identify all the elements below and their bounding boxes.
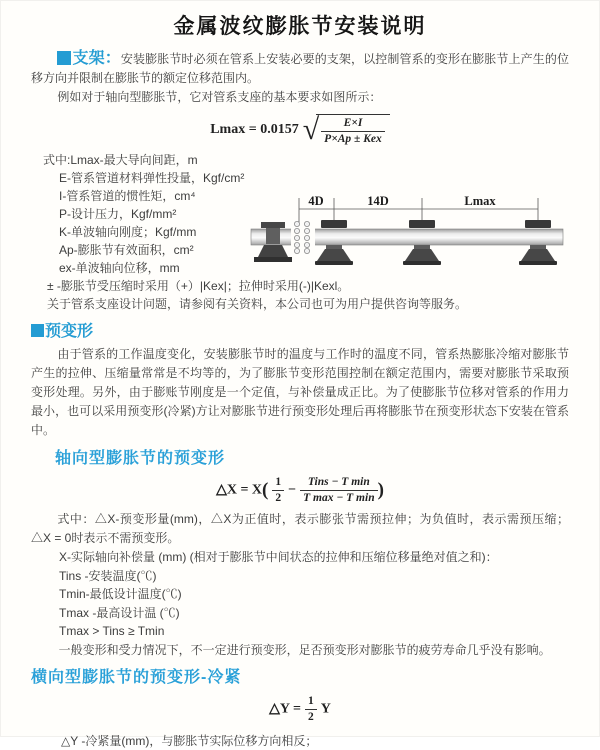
preform-section-label: 预变形 [45, 323, 94, 340]
definition-line: P-设计压力，Kgf/mm² [59, 207, 177, 221]
lateral-subsection-heading: 横向型膨胀节的预变形-冷紧 [31, 669, 242, 686]
definition-line: K-单波轴向刚度；Kgf/mm [59, 225, 197, 239]
preform-paragraph: 由于管系的工作温度变化，安装膨胀节时的温度与工作时的温度不同，管系热膨胀冷缩对膨胀节产生的拉伸、压缩量常常是不均等的，为了膨胀节变形范围控制在额定范围内，需要对膨胀节采取预变形处理。另外，由于膨账节刚度是一个定值，与补偿量成正比。为了使膨胀节位移对管系的作用力最小，也可以采用预变形(冷紧)方让对膨胀节进行预变形处理后再将膨胀节在预变形状态下安装在管系中。 [31, 347, 569, 437]
lateral-note-line: △Y -冷紧量(mm)，与膨胀节实际位移方向相反； [61, 734, 318, 748]
definition-line: ± -膨胀节受压缩时采用（+）|Kex|；拉伸时采用(-)|Kexl。 [47, 279, 350, 293]
axial-line: Tmax -最高设计温 (℃) [59, 605, 180, 620]
dimension-labels [308, 194, 496, 208]
axial-lines [31, 548, 569, 659]
half-fraction [305, 695, 317, 724]
page-title: 金属波纹膨胀节安装说明 [173, 15, 427, 38]
fraction-numerator: Tins − T min [300, 476, 378, 491]
definition-line: Ap-膨胀节有效面积，cm² [59, 243, 194, 257]
axial-line: Tins -安装温度(℃) [59, 568, 157, 583]
radicand [316, 114, 390, 146]
fraction-denominator: 2 [307, 711, 314, 723]
preform-section-heading [31, 322, 569, 342]
bellows-icon [291, 221, 315, 253]
axial-line: 一般变形和受力情况下，不一定进行预变形，足否预变形对膨胀节的疲劳寿命几乎没有影响。 [58, 642, 551, 657]
axial-line: X-实际轴向补偿量 (mm) (相对于膨胀节中间状态的拉伸和压缩位移量绝对值之和)： [59, 550, 498, 564]
dimension-label-4d: 4D [308, 194, 324, 208]
axial-subsection-heading: 轴向型膨胀节的预变形 [55, 450, 226, 467]
support-example-line: 例如对于轴向型膨胀节，它对管系支座的基本要求如图所示： [57, 90, 382, 104]
fraction-denominator: T max − T min [303, 492, 375, 504]
blue-square-icon [31, 324, 44, 337]
pipe-support-diagram [249, 189, 597, 273]
support-intro-paragraph [31, 49, 569, 88]
axial-line: Tmax > Tins ≥ Tmin [59, 624, 165, 638]
fraction-numerator: 1 [305, 695, 317, 710]
fraction-numerator: 1 [272, 476, 284, 491]
lateral-formula-rhs: Y [320, 701, 331, 717]
axial-explain-paragraph: 式中：△X-预变形量(mm)，△X为正值时，表示膨张节需预拉伸；为负值时，表示需预压缩；△X = 0时表示不需预变形。 [31, 512, 569, 545]
blue-square-icon [57, 51, 71, 65]
half-fraction [272, 476, 284, 505]
axial-formula [31, 476, 569, 505]
content-area [1, 49, 599, 750]
sqrt-radical [303, 114, 390, 146]
radicand-denominator: P×Ap ± Kex [324, 133, 382, 145]
minus-sign: − [288, 482, 297, 498]
lmax-formula [31, 114, 569, 146]
axial-formula-lhs: △X = X [216, 482, 263, 498]
support-section-heading [57, 50, 120, 67]
definition-line: 式中:Lmax-最大导向间距，m [43, 153, 198, 167]
support-section-label: 支架： [72, 50, 121, 67]
definition-line: 关于管系支座设计问题，请参阅有关资料，本公司也可为用户提供咨询等服务。 [47, 297, 468, 311]
support-intro-text: 安装膨胀节时必须在管系上安装必要的支架，以控制管系的变形在膨胀节上产生的位移方向并限制在膨胀节的额定位移范围内。 [31, 52, 569, 85]
left-paren: ( [262, 479, 269, 501]
radicand-fraction [321, 117, 385, 146]
definition-line: E-管系管道材料弹性投量，Kgf/cm² [59, 171, 245, 185]
pipe-support-diagram-svg [249, 189, 597, 273]
right-paren: ) [377, 479, 384, 501]
radical-sign: √ [302, 113, 320, 146]
lateral-formula-lhs: △Y = [269, 701, 301, 717]
axial-line: Tmin-最低设计温度(℃) [59, 587, 182, 601]
temperature-fraction [300, 476, 378, 505]
dimension-label-14d: 14D [367, 194, 389, 208]
lateral-formula [31, 695, 569, 724]
fraction-denominator: 2 [275, 492, 282, 504]
definition-line: I-管系管道的惯性矩，cm⁴ [59, 189, 196, 203]
definition-line: ex-单波轴向位移，mm [59, 261, 180, 275]
dimension-label-lmax: Lmax [464, 194, 496, 208]
radicand-numerator: E×I [321, 117, 385, 132]
lmax-formula-lhs: Lmax = 0.0157 [210, 122, 299, 138]
